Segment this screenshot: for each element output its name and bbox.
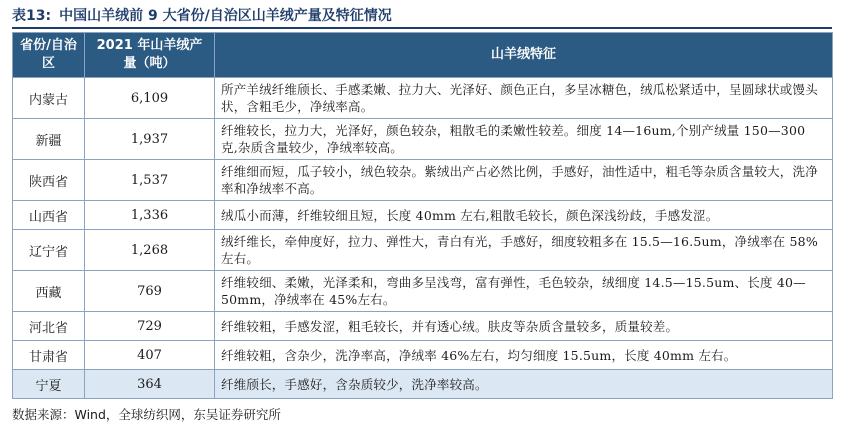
cell-feature: 所产羊绒纤维颀长、手感柔嫩、拉力大、光泽好、颜色正白，多呈冰糖色，绒瓜松紧适中，呈圆球状或馒头状，含粗毛少，净绒率高。 [215,78,833,119]
cell-province: 山西省 [13,201,85,230]
cell-feature: 纤维颀长，手感好，含杂质较少，洗净率较高。 [215,370,833,399]
cell-province: 宁夏 [13,370,85,399]
cell-feature: 纤维细而短，瓜子较小，绒色较杂。紫绒出产占必然比例，手感好，油性适中，粗毛等杂质含量较大，洗净率和净绒率不高。 [215,160,833,201]
cell-output: 729 [85,312,215,341]
cell-province: 甘肃省 [13,341,85,370]
header-output: 2021 年山羊绒产量（吨） [85,33,215,78]
table-title-text: 中国山羊绒前 9 大省份/自治区山羊绒产量及特征情况 [59,8,392,24]
cell-province: 新疆 [13,119,85,160]
cell-output: 6,109 [85,78,215,119]
cashmere-table [12,32,833,399]
cell-province: 陕西省 [13,160,85,201]
table-row [13,78,833,119]
table-row [13,341,833,370]
cell-province: 河北省 [13,312,85,341]
table-row [13,201,833,230]
cell-province: 内蒙古 [13,78,85,119]
header-feature: 山羊绒特征 [215,33,833,78]
cell-feature: 纤维较粗，含杂少，洗净率高，净绒率 46%左右，均匀细度 15.5um，长度 40mm 左右。 [215,341,833,370]
cell-province: 辽宁省 [13,230,85,271]
cell-province: 西藏 [13,271,85,312]
table-title [12,6,392,26]
cell-output: 1,268 [85,230,215,271]
cell-output: 769 [85,271,215,312]
cell-output: 1,336 [85,201,215,230]
cell-feature: 绒纤维长，牵伸度好，拉力、弹性大，青白有光，手感好，细度较粗多在 15.5—16.5um，净绒率在 58%左右。 [215,230,833,271]
cell-feature: 纤维较粗，手感发涩，粗毛较长，并有透心绒。肤皮等杂质含量较多，质量较差。 [215,312,833,341]
table-row [13,119,833,160]
cell-output: 1,937 [85,119,215,160]
cell-output: 1,537 [85,160,215,201]
title-divider [12,27,832,29]
table-row [13,370,833,399]
table-row [13,160,833,201]
cell-output: 364 [85,370,215,399]
header-province: 省份/自治区 [13,33,85,78]
table-number: 表13: [12,8,52,24]
cell-feature: 纤维较长，拉力大，光泽好，颜色较杂，粗散毛的柔嫩性较差。细度 14—16um,个别产绒量 150—300 克,杂质含量较少，净绒率较高。 [215,119,833,160]
table-row [13,271,833,312]
table-header-row [13,33,833,78]
data-source-note: 数据来源：Wind，全球纺织网，东吴证券研究所 [12,407,281,422]
cell-feature: 纤维较细、柔嫩，光泽柔和，弯曲多呈浅弯，富有弹性，毛色较杂，绒细度 14.5—15.5um、长度 40—50mm，净绒率在 45%左右。 [215,271,833,312]
table-row [13,230,833,271]
cell-output: 407 [85,341,215,370]
cell-feature: 绒瓜小而薄，纤维较细且短，长度 40mm 左右,粗散毛较长，颜色深浅纷歧，手感发涩。 [215,201,833,230]
table-row [13,312,833,341]
